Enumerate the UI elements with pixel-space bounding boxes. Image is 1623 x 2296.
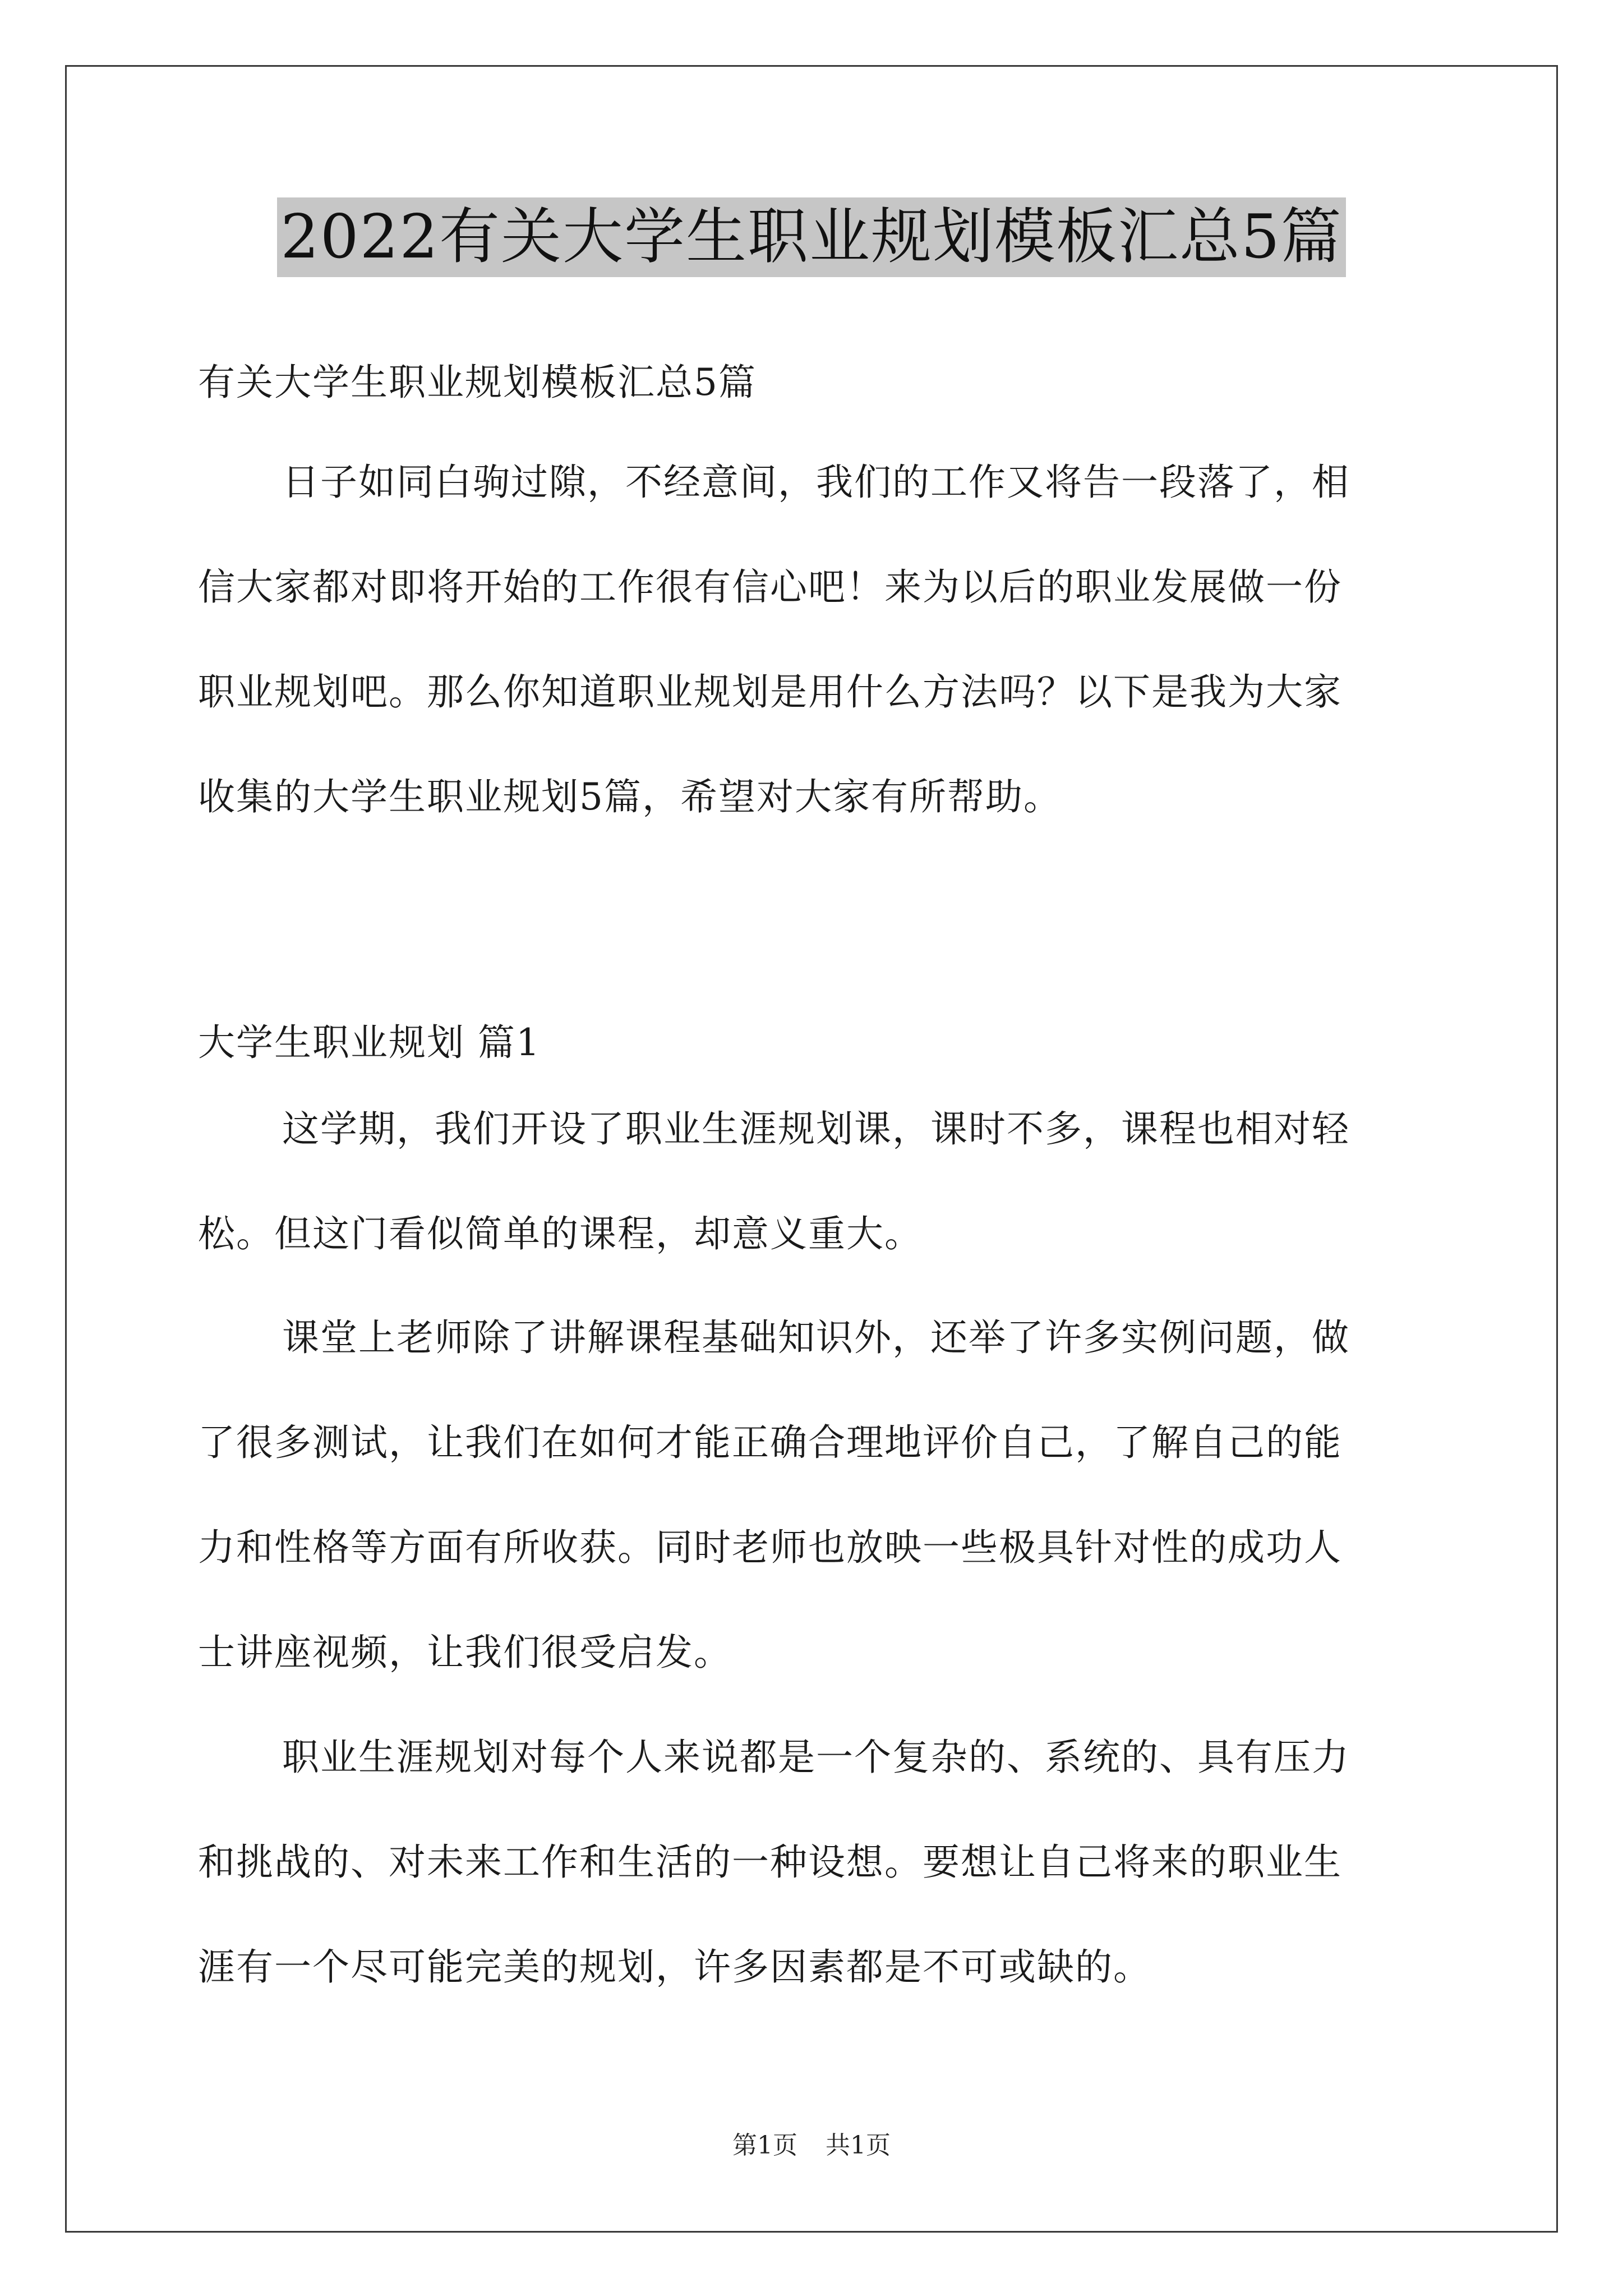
page-footer [0,2125,1623,2161]
intro-line: 日子如同白驹过隙，不经意间，我们的工作又将告一段落了，相 [282,461,1350,504]
paragraph-line: 涯有一个尽可能完美的规划，许多因素都是不可或缺的。 [198,1945,1151,1989]
intro-line: 收集的大学生职业规划5篇，希望对大家有所帮助。 [198,775,1062,818]
paragraph-line: 了很多测试，让我们在如何才能正确合理地评价自己，了解自己的能 [198,1421,1342,1464]
paragraph-2 [198,1310,1432,1729]
page-number-current: 第1页 [732,2131,797,2160]
paragraph-line: 职业生涯规划对每个人来说都是一个复杂的、系统的、具有压力 [282,1736,1350,1779]
intro-paragraph [198,454,1432,874]
document-title: 2022有关大学生职业规划模板汇总5篇 [277,197,1346,277]
paragraph-line: 这学期，我们开设了职业生涯规划课，课时不多，课程也相对轻 [282,1107,1350,1151]
section-heading: 大学生职业规划 篇1 [198,1021,541,1064]
document-subtitle: 有关大学生职业规划模板汇总5篇 [198,361,757,404]
intro-line: 职业规划吧。那么你知道职业规划是用什么方法吗？以下是我为大家 [198,670,1342,714]
paragraph-line: 松。但这门看似简单的课程，却意义重大。 [198,1212,923,1255]
paragraph-line: 力和性格等方面有所收获。同时老师也放映一些极具针对性的成功人 [198,1526,1342,1569]
paragraph-line: 课堂上老师除了讲解课程基础知识外，还举了许多实例问题，做 [282,1316,1350,1359]
paragraph-1 [198,1101,1432,1311]
intro-line: 信大家都对即将开始的工作很有信心吧！来为以后的职业发展做一份 [198,565,1342,609]
paragraph-line: 士讲座视频，让我们很受启发。 [198,1631,732,1674]
paragraph-3 [198,1729,1432,2044]
title-container [0,197,1623,277]
paragraph-line: 和挑战的、对未来工作和生活的一种设想。要想让自己将来的职业生 [198,1841,1342,1884]
page-number-total: 共1页 [826,2131,891,2160]
